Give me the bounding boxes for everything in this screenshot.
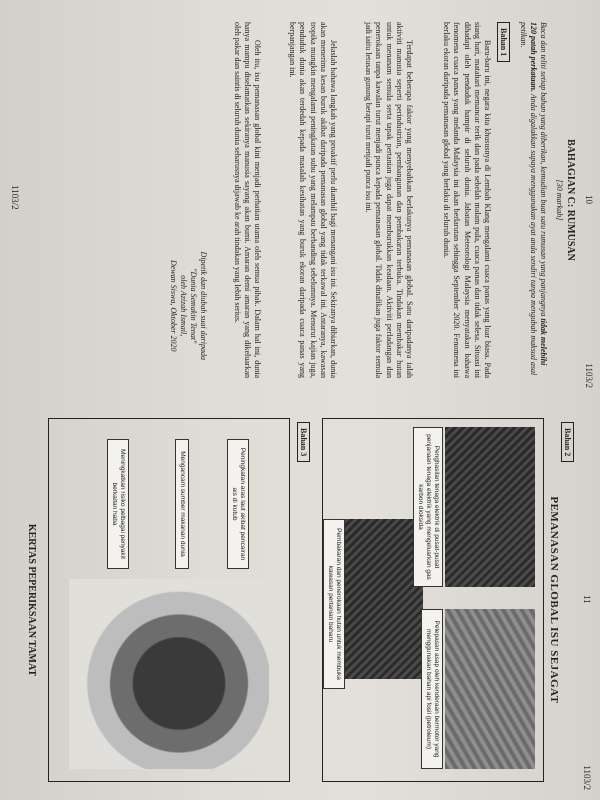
- bahan-3-frame: [48, 418, 290, 782]
- end-of-paper-note: KERTAS PEPERIKSAAN TAMAT: [26, 523, 37, 677]
- section-title: BAHAGIAN C: RUMUSAN: [565, 139, 576, 261]
- traffic-photo: [445, 609, 535, 769]
- callout-forest: Pembakaran dan penerokaan hutan untuk membuka kawasan pertanian baharu: [323, 519, 345, 689]
- section-marks: [30 markah]: [555, 179, 564, 221]
- callout-disease: Meningkatkan risiko pelbagai penyakit berkaitan haba: [107, 439, 129, 569]
- paragraph-1: Baru-baru ini, negara kita khususnya di Lembah Klang mengalami cuaca panas yang luar biasa. Pada siang hari, matahari memancar terik dan pada sebelah malam pula, cuaca panas dan tidak selesa. Situasi ini dihadapi oleh penduduk hampir di seluruh dunia. Jabatan Meteorologi Malaysia menyatakan bahawa fenomena cuaca panas yang melanda Malaysia ini akan berlarutan sehingga September 2020. Fenomena ini berlaku ekoran daripada pemanasan global yang berlaku di seluruh dunia.: [442, 22, 492, 378]
- bahan-3-label: Bahan 3: [297, 422, 310, 462]
- bahan-1-label: Bahan 1: [497, 22, 510, 62]
- paragraph-2: Terdapat beberapa faktor yang menyebabkan berlakunya pemanasan global. Satu daripadanya ialah aktiviti manusia seperti perindustrian, pembangunan dan pembakaran terbuka. Tindakan membakar hutan untuk menanam semula serta tapak pertanian juga dapat memburukkan keadaan. Aktiviti perladangan dan penerokaan tanpa kawalan turut menjadi punca kepada pemanasan global. Tidak dinafikan juga faktor semula jadi iaitu letusan gunung berapi turut menjadi punca isu ini.: [364, 22, 414, 378]
- source-citation: Dipetik dan diubah suai daripada "Dunia Semakin Tenat" oleh Azizah Ismail, Dewan Siswa, Oktober 2020: [169, 251, 208, 360]
- page-number: 10: [584, 195, 594, 204]
- page-11: [0, 400, 600, 800]
- forest-burning-photo: [333, 519, 423, 679]
- callout-vehicles: Pelepasan asap oleh kenderaan bermotor yang menggunakan bahan api fosil (petroleum): [421, 609, 443, 769]
- bahan-2-label: Bahan 2: [561, 422, 574, 462]
- power-plant-photo: [445, 427, 535, 587]
- infographic-title: PEMANASAN GLOBAL ISU SEJAGAT: [548, 496, 560, 704]
- callout-food: Mengancam sumber makanan dunia: [175, 439, 189, 569]
- bahan-2-frame: [322, 418, 544, 782]
- page-code-bottom: 1103/2: [10, 185, 20, 210]
- earth-in-hands-photo: [69, 579, 269, 769]
- callout-sea-level: Peningkatan aras laut akibat pencairan ais di kutub: [227, 439, 249, 569]
- paragraph-4: Oleh itu, isu pemanasan global kini menjadi perhatian utama oleh semua pihak. Dalam hal ini, dunia hanya mampu diselamatkan sekiranya manusia sayang akan bumi. Amaran demi amaran yang dikeluarkan oleh pakar dan saintis di seluruh dunia seharusnya dijawab ke arah tindakan yang lebih serius.: [232, 22, 262, 378]
- page-code: 1103/2: [582, 765, 592, 790]
- paragraph-3: Jelaslah bahawa langkah yang proaktif perlu diambil bagi menangani isu ini. Sekiranya dibiarkan, dunia akan menerima kesan buruk akibat daripada pemanasan global yang tidak terkawal ini. Antaranya, kawasan tropika mungkin mengalami peningkatan suhu yang melampau berbanding sebelumnya. Menurut kajian juga, penduduk dunia akan terdedah kepada masalah kesihatan yang buruk ekoran daripada cuaca panas yang berpanjangan ini.: [288, 22, 338, 378]
- callout-electricity: Penghasilan tenaga elektrik di pusat-pusat penjanaan tenaga elektrik yang mengeluarkan gas karbon dioksida: [413, 427, 443, 587]
- instructions: Baca dan teliti setiap bahan yang diberikan, kemudian buat satu rumusan yang panjangnya tidak melebihi 120 patah perkataan. Anda digalakkan supaya menggunakan ayat anda sendiri tanpa mengubah maksud asal petikan.: [519, 22, 548, 376]
- page-code: 1103/2: [584, 363, 594, 388]
- page-number: 11: [582, 595, 592, 604]
